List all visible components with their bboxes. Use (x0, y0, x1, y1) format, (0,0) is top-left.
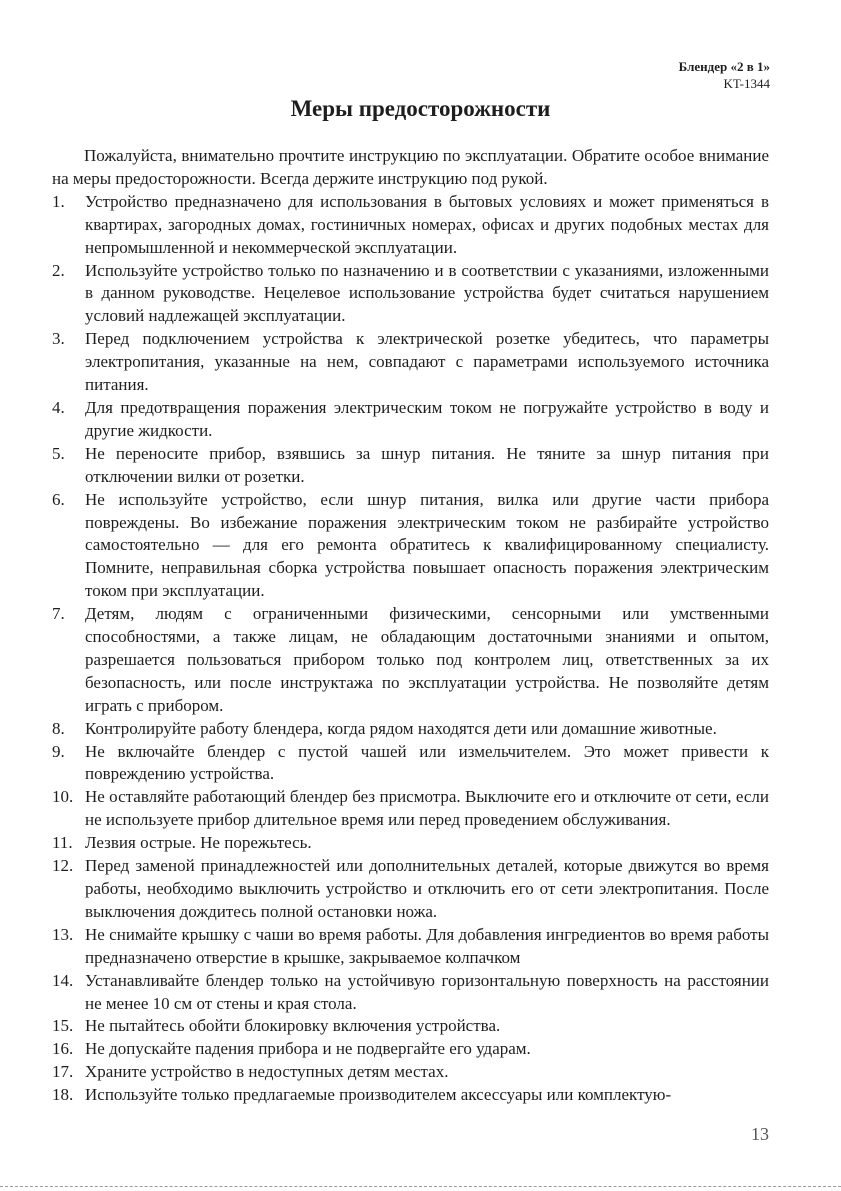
item-text: Не используйте устройство, если шнур питания, вилка или другие части прибора повреждены. Во избежание поражения электрическим током не разбирайте устройство самостоятельно — для его ремонта обратитесь к квалифицированному специалисту. Помните, неправильная сборка устройства повышает опасность поражения электрическим током при эксплуатации. (85, 489, 769, 601)
page-bottom-divider (0, 1186, 841, 1187)
precautions-list (52, 191, 769, 1107)
item-text: Не пытайтесь обойти блокировку включения устройства. (85, 1016, 501, 1036)
list-item (52, 260, 769, 329)
item-number: 5. (52, 443, 65, 463)
list-item (52, 1084, 769, 1107)
item-text: Перед заменой принадлежностей или дополнительных деталей, которые движутся во время работы, необходимо выключить устройство и отключить его от сети электропитания. После выключения дождитесь полной остановки ножа. (85, 856, 769, 921)
item-number: 15. (52, 1016, 74, 1036)
item-text: Контролируйте работу блендера, когда рядом находятся дети или домашние животные. (85, 718, 717, 738)
list-item (52, 397, 769, 443)
list-item (52, 603, 769, 718)
item-text: Для предотвращения поражения электрическим током не погружайте устройство в воду и другие жидкости. (85, 397, 769, 440)
item-text: Не допускайте падения прибора и не подвергайте его ударам. (85, 1039, 531, 1059)
item-number: 1. (52, 191, 65, 211)
item-number: 7. (52, 604, 65, 624)
list-item (52, 786, 769, 832)
item-number: 11. (52, 833, 73, 853)
item-text: Не оставляйте работающий блендер без присмотра. Выключите его и отключите от сети, если не используете прибор длительное время или перед проведением обслуживания. (85, 787, 769, 830)
item-number: 2. (52, 260, 65, 280)
list-item (52, 328, 769, 397)
model-number: KT-1344 (723, 76, 770, 91)
item-text: Устройство предназначено для использования в бытовых условиях и может применяться в квартирах, загородных домах, гостиничных номерах, офисах и других подобных местах для непромышленной и некоммерческой эксплуатации. (85, 191, 769, 257)
item-number: 16. (52, 1039, 74, 1059)
item-text: Детям, людям с ограниченными физическими, сенсорными или умственными способностями, а также лицам, не обладающим достаточными знаниями и опытом, разрешается пользоваться прибором только под контролем лиц, ответственных за их безопасность, или после инструктажа по эксплуатации устройства. Не позволяйте детям играть с прибором. (85, 604, 769, 715)
item-number: 17. (52, 1062, 74, 1082)
item-number: 10. (52, 787, 74, 807)
list-item (52, 970, 769, 1016)
item-number: 13. (52, 924, 74, 944)
item-number: 14. (52, 970, 74, 990)
list-item (52, 191, 769, 260)
item-text: Используйте только предлагаемые производителем аксессуары или комплектую- (85, 1085, 672, 1105)
item-number: 4. (52, 397, 65, 417)
item-text: Не включайте блендер с пустой чашей или измельчителем. Это может привести к повреждению устройства. (85, 741, 769, 784)
intro-paragraph: Пожалуйста, внимательно прочтите инструкцию по эксплуатации. Обратите особое внимание на меры предосторожности. Всегда держите инструкцию под рукой. (52, 146, 769, 188)
list-item (52, 489, 769, 604)
page-title: Меры предосторожности (290, 96, 551, 121)
item-number: 3. (52, 329, 65, 349)
item-text: Не переносите прибор, взявшись за шнур питания. Не тяните за шнур питания при отключении вилки от розетки. (85, 443, 769, 486)
item-number: 18. (52, 1085, 74, 1105)
item-number: 8. (52, 718, 65, 738)
item-text: Устанавливайте блендер только на устойчивую горизонтальную поверхность на расстоянии не менее 10 см от стены и края стола. (85, 970, 769, 1013)
running-header (679, 58, 770, 92)
item-text: Используйте устройство только по назначению и в соответствии с указаниями, изложенными в данном руководстве. Нецелевое использование устройства будет считаться нарушением условий надлежащей эксплуатации. (85, 260, 769, 326)
list-item (52, 1038, 769, 1061)
list-item (52, 718, 769, 741)
item-number: 6. (52, 489, 65, 509)
product-name: Блендер «2 в 1» (678, 59, 770, 74)
item-text: Не снимайте крышку с чаши во время работы. Для добавления ингредиентов во время работы предназначено отверстие в крышке, закрываемое колпачком (85, 924, 769, 967)
item-text: Лезвия острые. Не порежьтесь. (85, 833, 312, 853)
list-item (52, 855, 769, 924)
list-item (52, 1061, 769, 1084)
item-number: 9. (52, 741, 65, 761)
item-text: Перед подключением устройства к электрической розетке убедитесь, что параметры электропитания, указанные на нем, совпадают с параметрами используемого источника питания. (85, 329, 769, 395)
item-text: Храните устройство в недоступных детям местах. (85, 1062, 449, 1082)
list-item (52, 443, 769, 489)
list-item (52, 924, 769, 970)
item-number: 12. (52, 856, 74, 876)
list-item (52, 741, 769, 787)
page-content (52, 145, 769, 1107)
page-number: 13 (751, 1124, 769, 1144)
list-item (52, 832, 769, 855)
list-item (52, 1015, 769, 1038)
